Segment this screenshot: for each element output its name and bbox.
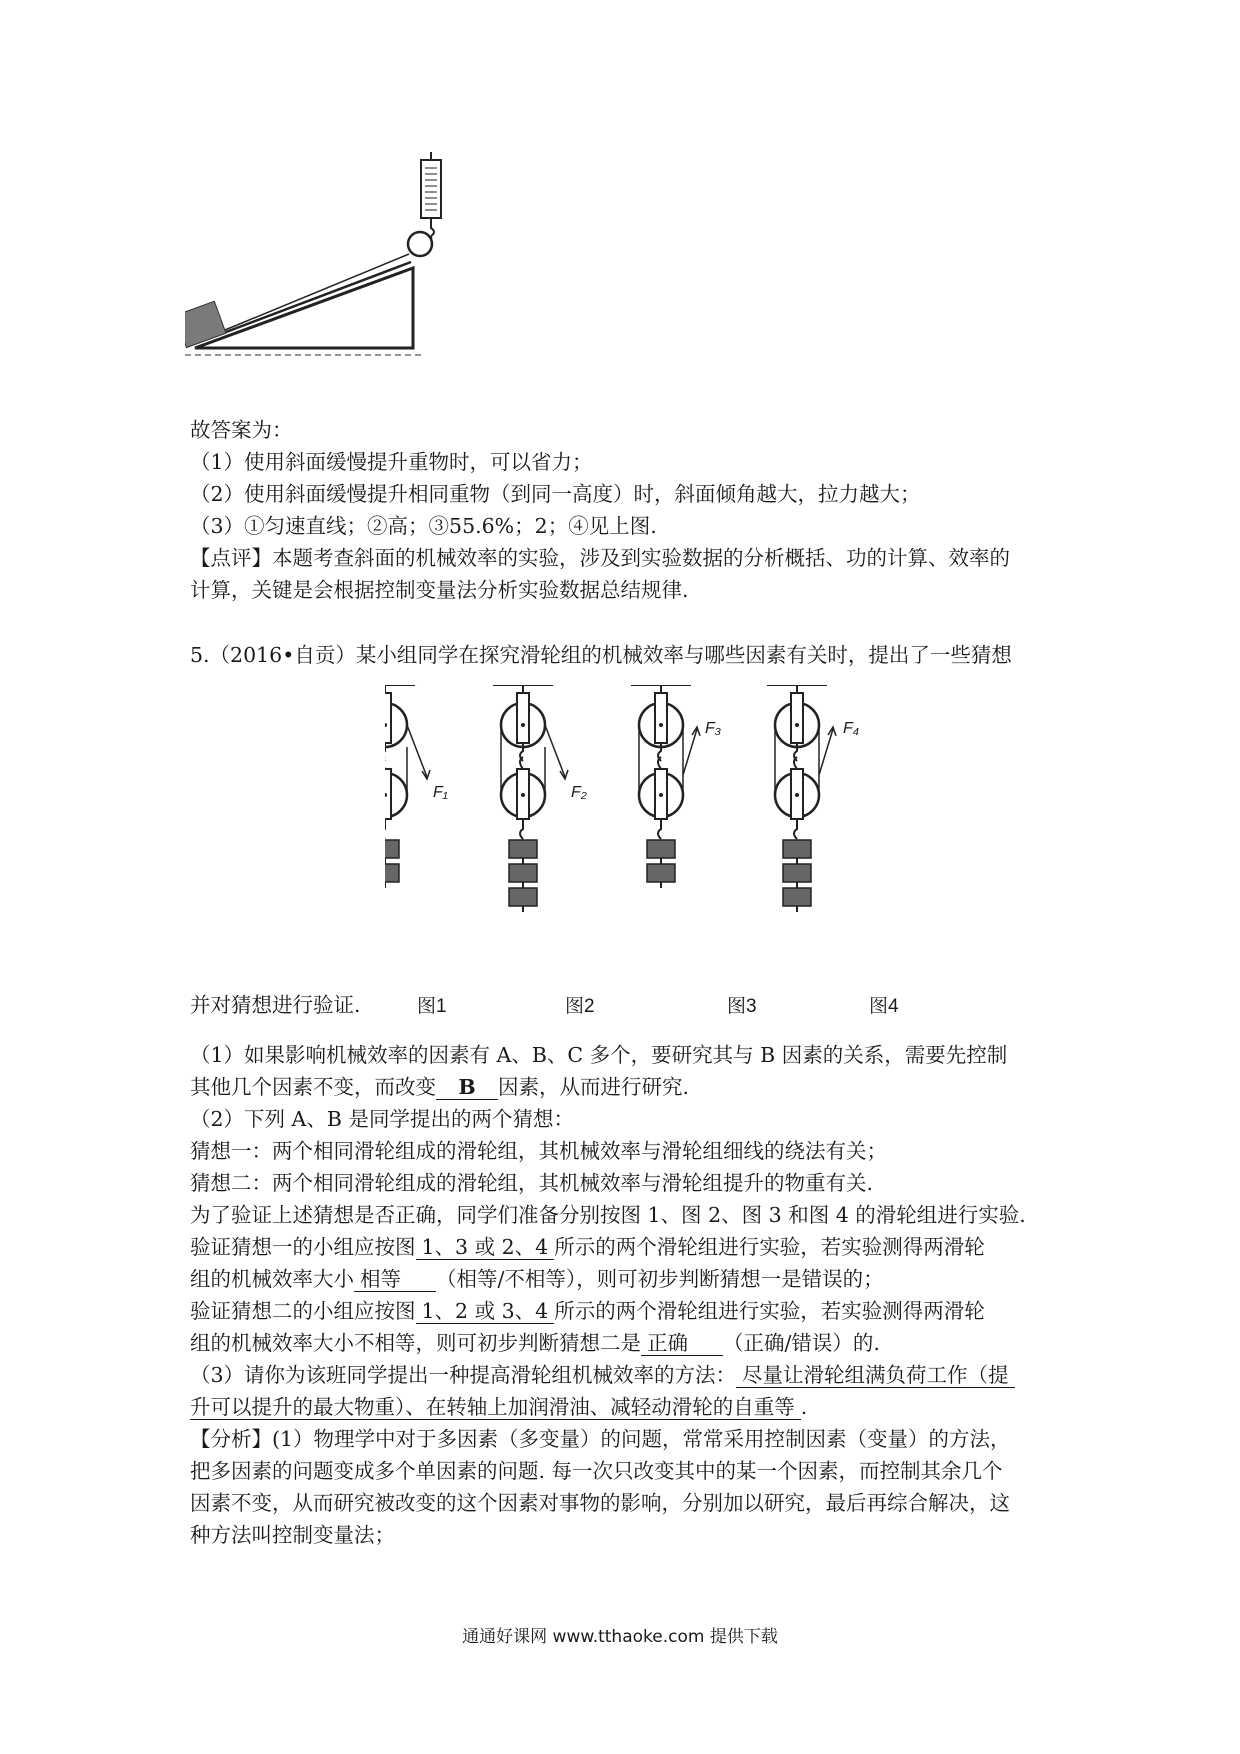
question-5-intro-cont: 并对猜想进行验证. — [190, 993, 361, 1017]
verify-2-text: 验证猜想二的小组应按图 — [190, 1299, 416, 1323]
verify-1-text: 验证猜想一的小组应按图 — [190, 1235, 416, 1259]
force-label-1: F₁ — [433, 784, 448, 801]
part-1-line-1: （1）如果影响机械效率的因素有 A、B、C 多个，要研究其与 B 因素的关系，需要先控制 — [190, 1043, 1008, 1067]
analysis-line-1: 【分析】(1）物理学中对于多因素（多变量）的问题，常常采用控制因素（变量）的方法， — [190, 1427, 1011, 1451]
review-line-2: 计算，关键是会根据控制变量法分析实验数据总结规律. — [190, 578, 689, 602]
part-3-text: （3）请你为该班同学提出一种提高滑轮组机械效率的方法： — [190, 1363, 737, 1387]
verify-1-text-3: （相等/不相等），则可初步判断猜想一是错误的； — [436, 1267, 884, 1291]
verify-2-line-1 — [190, 1296, 985, 1326]
analysis-line-2: 把多因素的问题变成多个单因素的问题. 每一次只改变其中的某一个因素，而控制其余几个 — [190, 1459, 1003, 1483]
verify-1-answer: 1、3 或 2、4 — [416, 1235, 555, 1260]
verify-1-line-2 — [190, 1264, 884, 1294]
part-3-answer-2: 升可以提升的最大物重）、在转轴上加润滑油、减轻动滑轮的自重等 — [190, 1395, 801, 1420]
part-3-end: . — [800, 1395, 808, 1419]
figure-caption-2: 图2 — [565, 996, 595, 1017]
footer-text: 通通好课网 www.tthaoke.com 提供下载 — [462, 1627, 778, 1647]
verify-1-answer-2: 相等 — [354, 1267, 436, 1292]
force-label-3: F₃ — [705, 720, 722, 737]
review-line-1: 【点评】本题考查斜面的机械效率的实验，涉及到实验数据的分析概括、功的计算、效率的 — [190, 546, 1010, 570]
part-1-text-end: 因素，从而进行研究. — [498, 1075, 690, 1099]
verify-2-text-3: （正确/错误）的. — [723, 1331, 880, 1355]
verify-2-answer-2: 正确 — [641, 1331, 723, 1356]
part-1-answer: B — [436, 1075, 498, 1100]
answer-heading: 故答案为： — [190, 418, 293, 442]
part-3-line-2 — [190, 1392, 807, 1422]
answer-3: （3）①匀速直线；②高；③55.6%；2；④见上图. — [190, 514, 657, 538]
verify-2-text-2: 组的机械效率大小不相等，则可初步判断猜想二是 — [190, 1331, 641, 1355]
guess-2: 猜想二：两个相同滑轮组成的滑轮组，其机械效率与滑轮组提升的物重有关. — [190, 1171, 874, 1195]
force-label-4: F₄ — [843, 720, 860, 737]
incline-diagram — [185, 150, 505, 430]
part-3-line-1 — [190, 1360, 1015, 1390]
verify-2-line-2 — [190, 1328, 880, 1358]
part-1-line-2 — [190, 1072, 689, 1102]
part-2-heading: （2）下列 A、B 是同学提出的两个猜想： — [190, 1107, 574, 1131]
figure-caption-4: 图4 — [869, 996, 899, 1017]
verify-2-text-end: 所示的两个滑轮组进行实验，若实验测得两滑轮 — [554, 1299, 985, 1323]
verify-1-text-end: 所示的两个滑轮组进行实验，若实验测得两滑轮 — [554, 1235, 985, 1259]
answer-1: （1）使用斜面缓慢提升重物时，可以省力； — [190, 450, 593, 474]
analysis-line-4: 种方法叫控制变量法； — [190, 1523, 395, 1547]
verify-intro: 为了验证上述猜想是否正确，同学们准备分别按图 1、图 2、图 3 和图 4 的滑轮组进行实验. — [190, 1203, 1026, 1227]
analysis-line-3: 因素不变，从而研究被改变的这个因素对事物的影响，分别加以研究，最后再综合解决，这 — [190, 1491, 1010, 1515]
verify-1-line-1 — [190, 1232, 985, 1262]
figure-caption-3: 图3 — [727, 996, 757, 1017]
pulley-figures — [385, 685, 985, 985]
part-3-answer-1: 尽量让滑轮组满负荷工作（提 — [736, 1363, 1015, 1388]
answer-2: （2）使用斜面缓慢提升相同重物（到同一高度）时，斜面倾角越大，拉力越大； — [190, 482, 921, 506]
guess-1: 猜想一：两个相同滑轮组成的滑轮组，其机械效率与滑轮组细线的绕法有关； — [190, 1139, 887, 1163]
part-1-text: 其他几个因素不变，而改变 — [190, 1075, 436, 1099]
figure-caption-1: 图1 — [417, 996, 447, 1017]
verify-1-text-2: 组的机械效率大小 — [190, 1267, 354, 1291]
verify-2-answer: 1、2 或 3、4 — [416, 1299, 555, 1324]
force-label-2: F₂ — [571, 784, 587, 801]
question-5-intro: 5.（2016•自贡）某小组同学在探究滑轮组的机械效率与哪些因素有关时，提出了一些猜想 — [190, 643, 1012, 667]
